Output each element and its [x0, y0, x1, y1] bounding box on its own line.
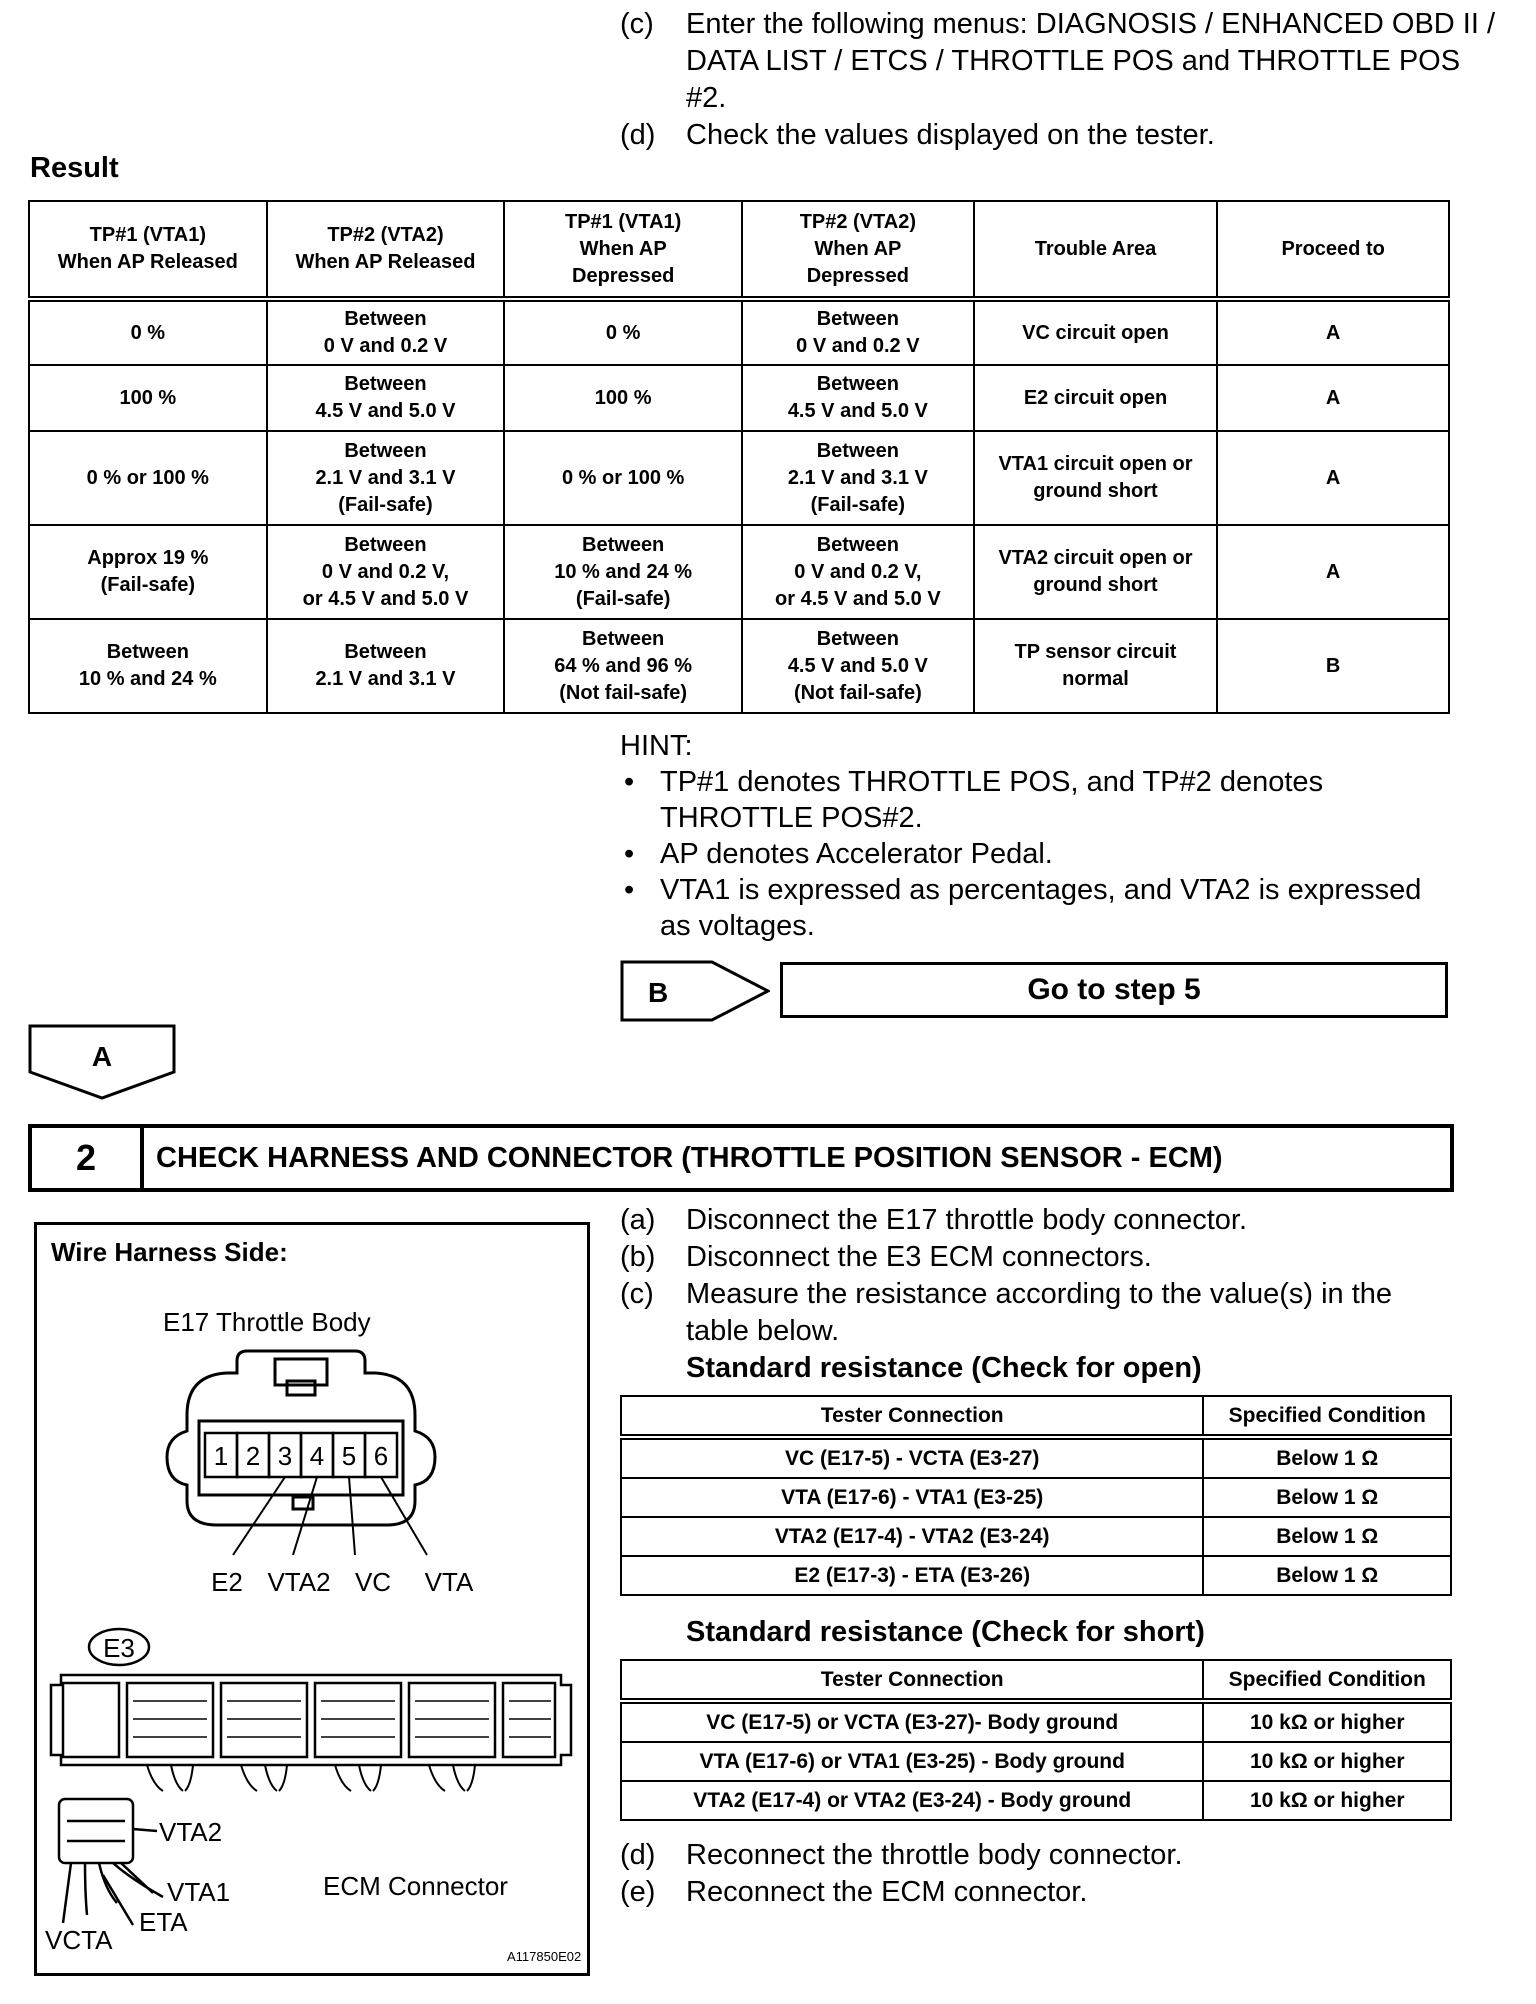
label-vta2: VTA2 — [267, 1567, 331, 1597]
label-vta: VTA — [424, 1567, 474, 1597]
short-header-row — [621, 1660, 1451, 1701]
table-cell: E2 (E17-3) - ETA (E3-26) — [621, 1556, 1203, 1595]
open-check-title: Standard resistance (Check for open) — [686, 1352, 1202, 1384]
pin-3: 3 — [277, 1441, 293, 1471]
table-cell: A — [1217, 525, 1449, 619]
pin-2: 2 — [245, 1441, 261, 1471]
step2-d: (d) Reconnect the throttle body connector. — [620, 1839, 1183, 1871]
branch-a-label: A — [91, 1041, 113, 1072]
table-row — [29, 525, 1449, 619]
connector-diagram — [37, 1225, 587, 1973]
table-cell: VTA2 circuit open or ground short — [974, 525, 1218, 619]
ecm-connector-icon — [51, 1675, 571, 1765]
header-cell: Trouble Area — [974, 201, 1218, 299]
table-cell: Between 0 V and 0.2 V, or 4.5 V and 5.0 V — [267, 525, 505, 619]
header-cell: Tester Connection — [621, 1396, 1203, 1437]
table-cell: Below 1 Ω — [1203, 1437, 1451, 1478]
step-c: (c) Enter the following menus: DIAGNOSIS / ENHANCED OBD II / DATA LIST / ETCS / THROTTLE POS and THROTTLE POS #2. — [620, 8, 1496, 114]
step2-e: (e) Reconnect the ECM connector. — [620, 1876, 1088, 1908]
step2-title: CHECK HARNESS AND CONNECTOR (THROTTLE POSITION SENSOR - ECM) — [156, 1141, 1223, 1174]
e17-title: E17 Throttle Body — [163, 1307, 371, 1337]
open-resistance-table — [620, 1395, 1452, 1596]
result-header-row — [29, 201, 1449, 299]
hint-title: HINT: — [620, 730, 693, 762]
short-check-title: Standard resistance (Check for short) — [686, 1616, 1205, 1648]
header-cell: TP#1 (VTA1) When AP Released — [29, 201, 267, 299]
hint-item: • TP#1 denotes THROTTLE POS, and TP#2 denotes THROTTLE POS#2. — [620, 764, 1440, 836]
figure-code: A117850E02 — [507, 1949, 582, 1964]
table-cell: Between 4.5 V and 5.0 V — [742, 365, 974, 431]
header-cell: Proceed to — [1217, 201, 1449, 299]
table-cell: B — [1217, 619, 1449, 713]
table-cell: Between 4.5 V and 5.0 V — [267, 365, 505, 431]
pin-6: 6 — [373, 1441, 389, 1471]
table-cell: Between 0 V and 0.2 V — [267, 299, 505, 365]
label-e2: E2 — [211, 1567, 243, 1597]
table-cell: Below 1 Ω — [1203, 1478, 1451, 1517]
step2-c: (c) Measure the resistance according to the value(s) in the table below. — [620, 1278, 1393, 1347]
label-vc: VC — [354, 1567, 392, 1597]
header-cell: TP#2 (VTA2) When AP Depressed — [742, 201, 974, 299]
ecm-wires — [147, 1765, 475, 1791]
header-cell: Tester Connection — [621, 1660, 1203, 1701]
step2-header — [28, 1124, 1454, 1192]
open-header-row — [621, 1396, 1451, 1437]
step2-number: 2 — [32, 1128, 144, 1188]
table-cell: VTA (E17-6) or VTA1 (E3-25) - Body ground — [621, 1742, 1203, 1781]
table-row — [621, 1478, 1451, 1517]
step2-b: (b) Disconnect the E3 ECM connectors. — [620, 1241, 1152, 1273]
header-cell: TP#2 (VTA2) When AP Released — [267, 201, 505, 299]
table-cell: Approx 19 % (Fail-safe) — [29, 525, 267, 619]
table-cell: 0 % — [29, 299, 267, 365]
branch-a-arrow-icon — [28, 1024, 178, 1100]
table-row — [621, 1781, 1451, 1820]
table-cell: VTA1 circuit open or ground short — [974, 431, 1218, 525]
top-steps — [620, 6, 1500, 154]
hint-item: • VTA1 is expressed as percentages, and VTA2 is expressed as voltages. — [620, 872, 1440, 944]
result-table — [28, 200, 1450, 714]
branch-b-arrow-icon — [620, 960, 770, 1022]
table-cell: 100 % — [504, 365, 742, 431]
table-cell: Between 10 % and 24 % (Fail-safe) — [504, 525, 742, 619]
ecm-connector-title: ECM Connector — [323, 1871, 508, 1901]
table-cell: TP sensor circuit normal — [974, 619, 1218, 713]
step2-a: (a) Disconnect the E17 throttle body connector. — [620, 1204, 1248, 1236]
connector-figure — [34, 1222, 590, 1976]
ecm-pin-grid — [133, 1701, 551, 1737]
table-cell: VC (E17-5) or VCTA (E3-27)- Body ground — [621, 1701, 1203, 1742]
table-cell: VTA2 (E17-4) or VTA2 (E3-24) - Body ground — [621, 1781, 1203, 1820]
table-cell: VTA (E17-6) - VTA1 (E3-25) — [621, 1478, 1203, 1517]
go-to-step-box: Go to step 5 — [780, 962, 1448, 1018]
table-cell: 10 kΩ or higher — [1203, 1781, 1451, 1820]
table-cell: 10 kΩ or higher — [1203, 1701, 1451, 1742]
ecm-label-vcta: VCTA — [45, 1925, 113, 1955]
table-cell: Between 2.1 V and 3.1 V (Fail-safe) — [742, 431, 974, 525]
table-row — [29, 619, 1449, 713]
table-cell: 10 kΩ or higher — [1203, 1742, 1451, 1781]
header-cell: TP#1 (VTA1) When AP Depressed — [504, 201, 742, 299]
result-heading: Result — [30, 152, 119, 184]
table-cell: A — [1217, 299, 1449, 365]
pin-1: 1 — [213, 1441, 229, 1471]
branch-b-label: B — [648, 977, 669, 1008]
step-d: (d) Check the values displayed on the tester. — [620, 119, 1215, 151]
table-cell: Below 1 Ω — [1203, 1517, 1451, 1556]
pin-4: 4 — [309, 1441, 325, 1471]
table-cell: VC (E17-5) - VCTA (E3-27) — [621, 1437, 1203, 1478]
header-cell: Specified Condition — [1203, 1660, 1451, 1701]
table-cell: VTA2 (E17-4) - VTA2 (E3-24) — [621, 1517, 1203, 1556]
ecm-label-vta1: VTA1 — [167, 1877, 231, 1907]
table-cell: VC circuit open — [974, 299, 1218, 365]
table-cell: A — [1217, 365, 1449, 431]
ecm-label-vta2: VTA2 — [159, 1817, 223, 1847]
pin-5: 5 — [341, 1441, 357, 1471]
table-cell: 100 % — [29, 365, 267, 431]
table-row — [621, 1742, 1451, 1781]
table-cell: 0 % — [504, 299, 742, 365]
table-cell: Between 2.1 V and 3.1 V — [267, 619, 505, 713]
pin-leader-lines — [233, 1477, 427, 1555]
table-cell: Between 10 % and 24 % — [29, 619, 267, 713]
table-cell: Between 0 V and 0.2 V — [742, 299, 974, 365]
ecm-label-eta: ETA — [139, 1907, 188, 1937]
header-cell: Specified Condition — [1203, 1396, 1451, 1437]
table-row — [621, 1517, 1451, 1556]
table-cell: 0 % or 100 % — [504, 431, 742, 525]
hint-item: • AP denotes Accelerator Pedal. — [620, 836, 1440, 872]
table-cell: 0 % or 100 % — [29, 431, 267, 525]
e3-label: E3 — [103, 1633, 135, 1663]
hint-block — [620, 728, 1440, 944]
step2-instructions — [620, 1202, 1460, 1911]
table-cell: Below 1 Ω — [1203, 1556, 1451, 1595]
wire-harness-heading: Wire Harness Side: — [51, 1237, 288, 1267]
table-row — [29, 431, 1449, 525]
table-row — [29, 299, 1449, 365]
table-cell: Between 0 V and 0.2 V, or 4.5 V and 5.0 V — [742, 525, 974, 619]
table-cell: Between 64 % and 96 % (Not fail-safe) — [504, 619, 742, 713]
table-row — [621, 1437, 1451, 1478]
table-row — [621, 1701, 1451, 1742]
e17-pins — [205, 1433, 397, 1477]
table-cell: E2 circuit open — [974, 365, 1218, 431]
table-row — [621, 1556, 1451, 1595]
short-resistance-table — [620, 1659, 1452, 1821]
table-cell: A — [1217, 431, 1449, 525]
table-cell: Between 2.1 V and 3.1 V (Fail-safe) — [267, 431, 505, 525]
table-row — [29, 365, 1449, 431]
table-cell: Between 4.5 V and 5.0 V (Not fail-safe) — [742, 619, 974, 713]
